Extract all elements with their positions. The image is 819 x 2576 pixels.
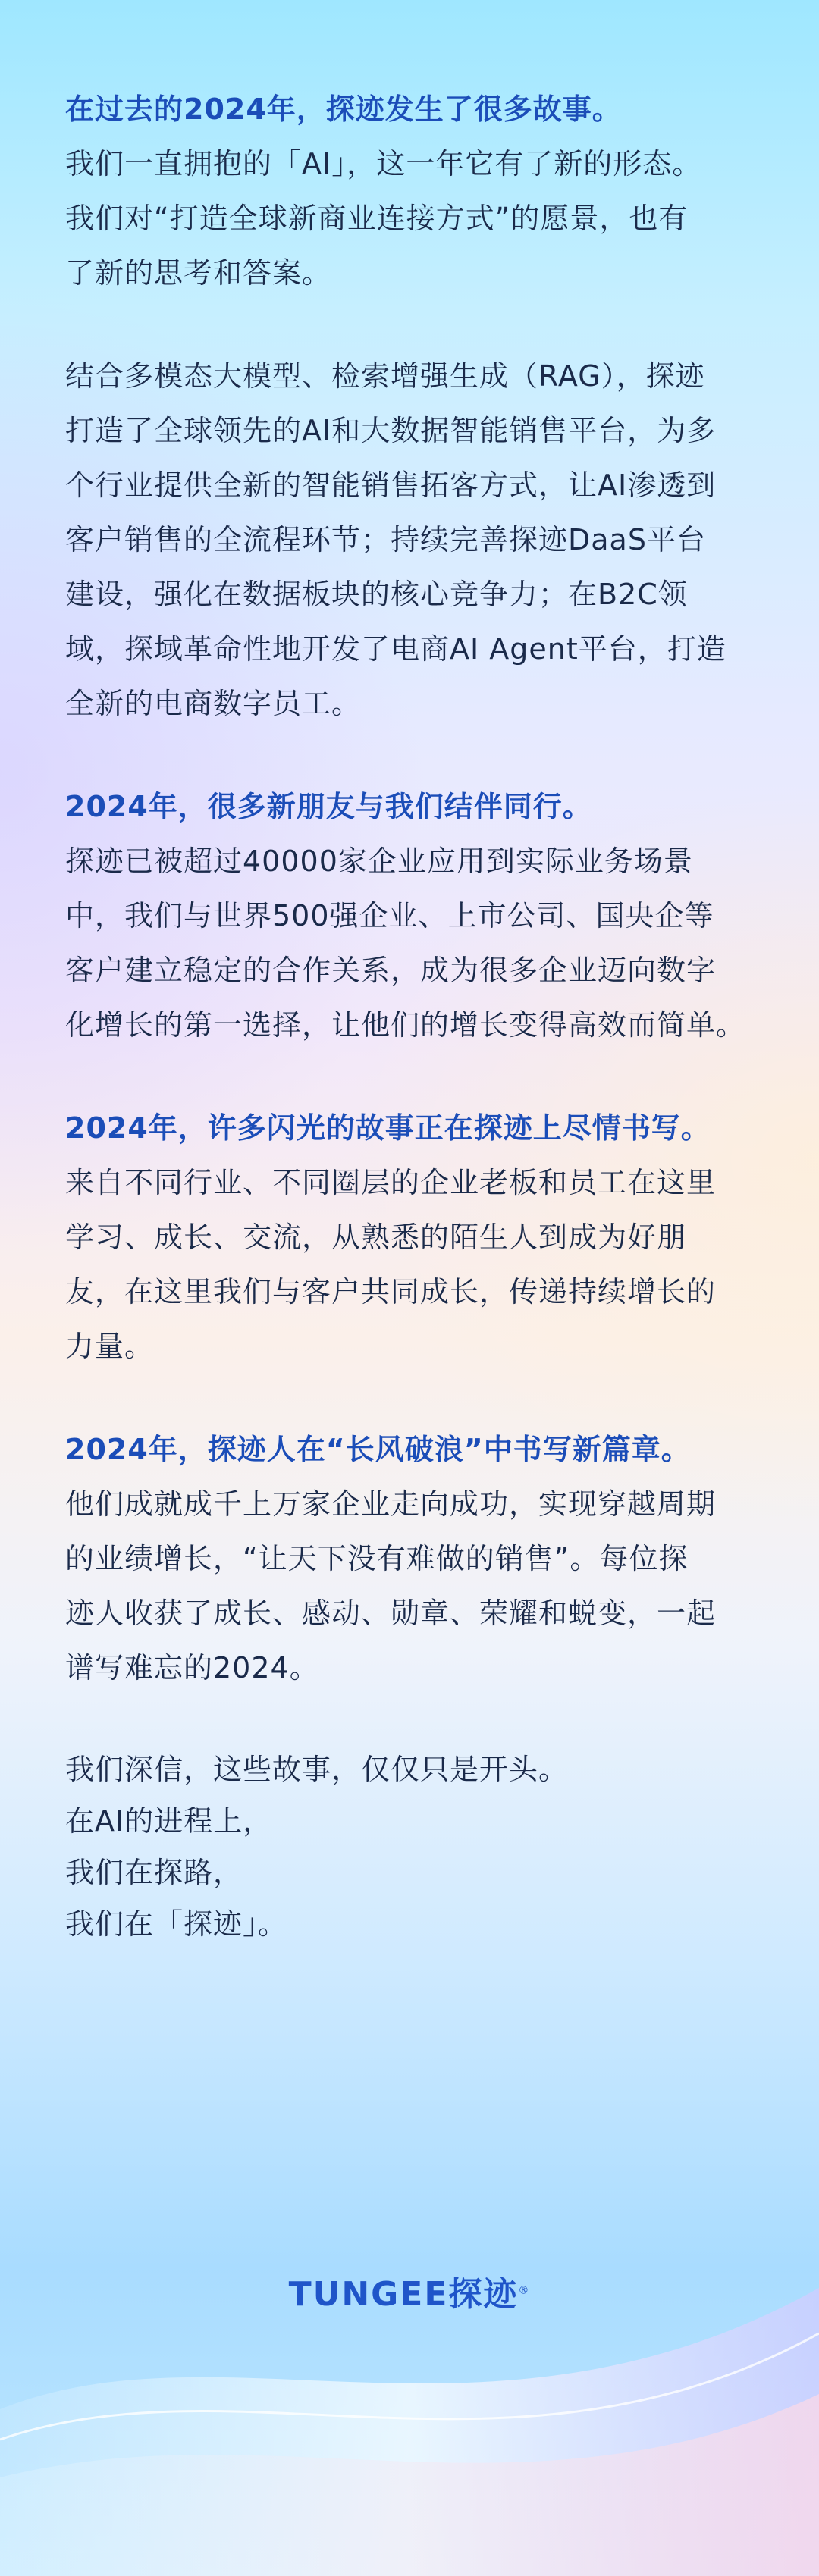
paragraph-heading: 2024年，很多新朋友与我们结伴同行。 [65, 790, 592, 823]
paragraph-line: 谱写难忘的2024。 [65, 1651, 319, 1684]
paragraph-line: 全新的电商数字员工。 [65, 687, 362, 720]
paragraph-line: 来自不同行业、不同圈层的企业老板和员工在这里 [65, 1166, 717, 1199]
registered-mark: ® [518, 2284, 531, 2297]
paragraph-line: 他们成就成千上万家企业走向成功，实现穿越周期 [65, 1487, 717, 1521]
paragraph-line: 力量。 [65, 1330, 155, 1363]
closing-line: 我们在「探迹」。 [65, 1907, 288, 1941]
paragraph-line: 结合多模态大模型、检索增强生成（RAG），探迹 [65, 359, 705, 393]
paragraph-heading: 在过去的2024年，探迹发生了很多故事。 [65, 92, 622, 126]
closing-line: 我们在探路， [65, 1856, 243, 1889]
paragraph-line: 的业绩增长，“让天下没有难做的销售”。每位探 [65, 1542, 689, 1575]
closing-lines [65, 1744, 755, 1950]
paragraph-list [65, 82, 755, 1695]
decorative-wave [0, 2182, 819, 2576]
paragraph [65, 349, 755, 731]
paragraph [65, 82, 755, 300]
closing-line: 我们深信，这些故事，仅仅只是开头。 [65, 1753, 569, 1786]
logo-text: TUNGEE探迹 [288, 2275, 519, 2314]
paragraph-heading: 2024年，许多闪光的故事正在探迹上尽情书写。 [65, 1111, 711, 1145]
paragraph-line: 中，我们与世界500强企业、上市公司、国央企等 [65, 899, 714, 932]
paragraph-line: 客户建立稳定的合作关系，成为很多企业迈向数字 [65, 954, 717, 987]
paragraph [65, 1101, 755, 1374]
article-body [65, 82, 755, 1950]
paragraph-line: 客户销售的全流程环节；持续完善探迹DaaS平台 [65, 523, 706, 556]
paragraph [65, 1422, 755, 1695]
paragraph-line: 探迹已被超过40000家企业应用到实际业务场景 [65, 845, 693, 878]
paragraph-line: 我们一直拥抱的「AI」，这一年它有了新的形态。 [65, 147, 702, 180]
closing-line: 在AI的进程上， [65, 1804, 273, 1838]
paragraph-heading: 2024年，探迹人在“长风破浪”中书写新篇章。 [65, 1433, 691, 1466]
paragraph-line: 化增长的第一选择，让他们的增长变得高效而简单。 [65, 1008, 746, 1042]
paragraph-line: 友，在这里我们与客户共同成长，传递持续增长的 [65, 1275, 717, 1308]
paragraph-line: 域，探域革命性地开发了电商AI Agent平台，打造 [65, 632, 726, 666]
paragraph-line: 个行业提供全新的智能销售拓客方式，让AI渗透到 [65, 469, 717, 502]
paragraph-line: 建设，强化在数据板块的核心竞争力；在B2C领 [65, 578, 688, 611]
paragraph-line: 迹人收获了成长、感动、勋章、荣耀和蜕变，一起 [65, 1597, 717, 1630]
paragraph-line: 打造了全球领先的AI和大数据智能销售平台，为多 [65, 414, 717, 447]
paragraph-line: 学习、成长、交流，从熟悉的陌生人到成为好朋 [65, 1221, 687, 1254]
paragraph-line: 了新的思考和答案。 [65, 256, 332, 290]
paragraph-line: 我们对“打造全球新商业连接方式”的愿景，也有 [65, 202, 689, 235]
paragraph [65, 779, 755, 1052]
